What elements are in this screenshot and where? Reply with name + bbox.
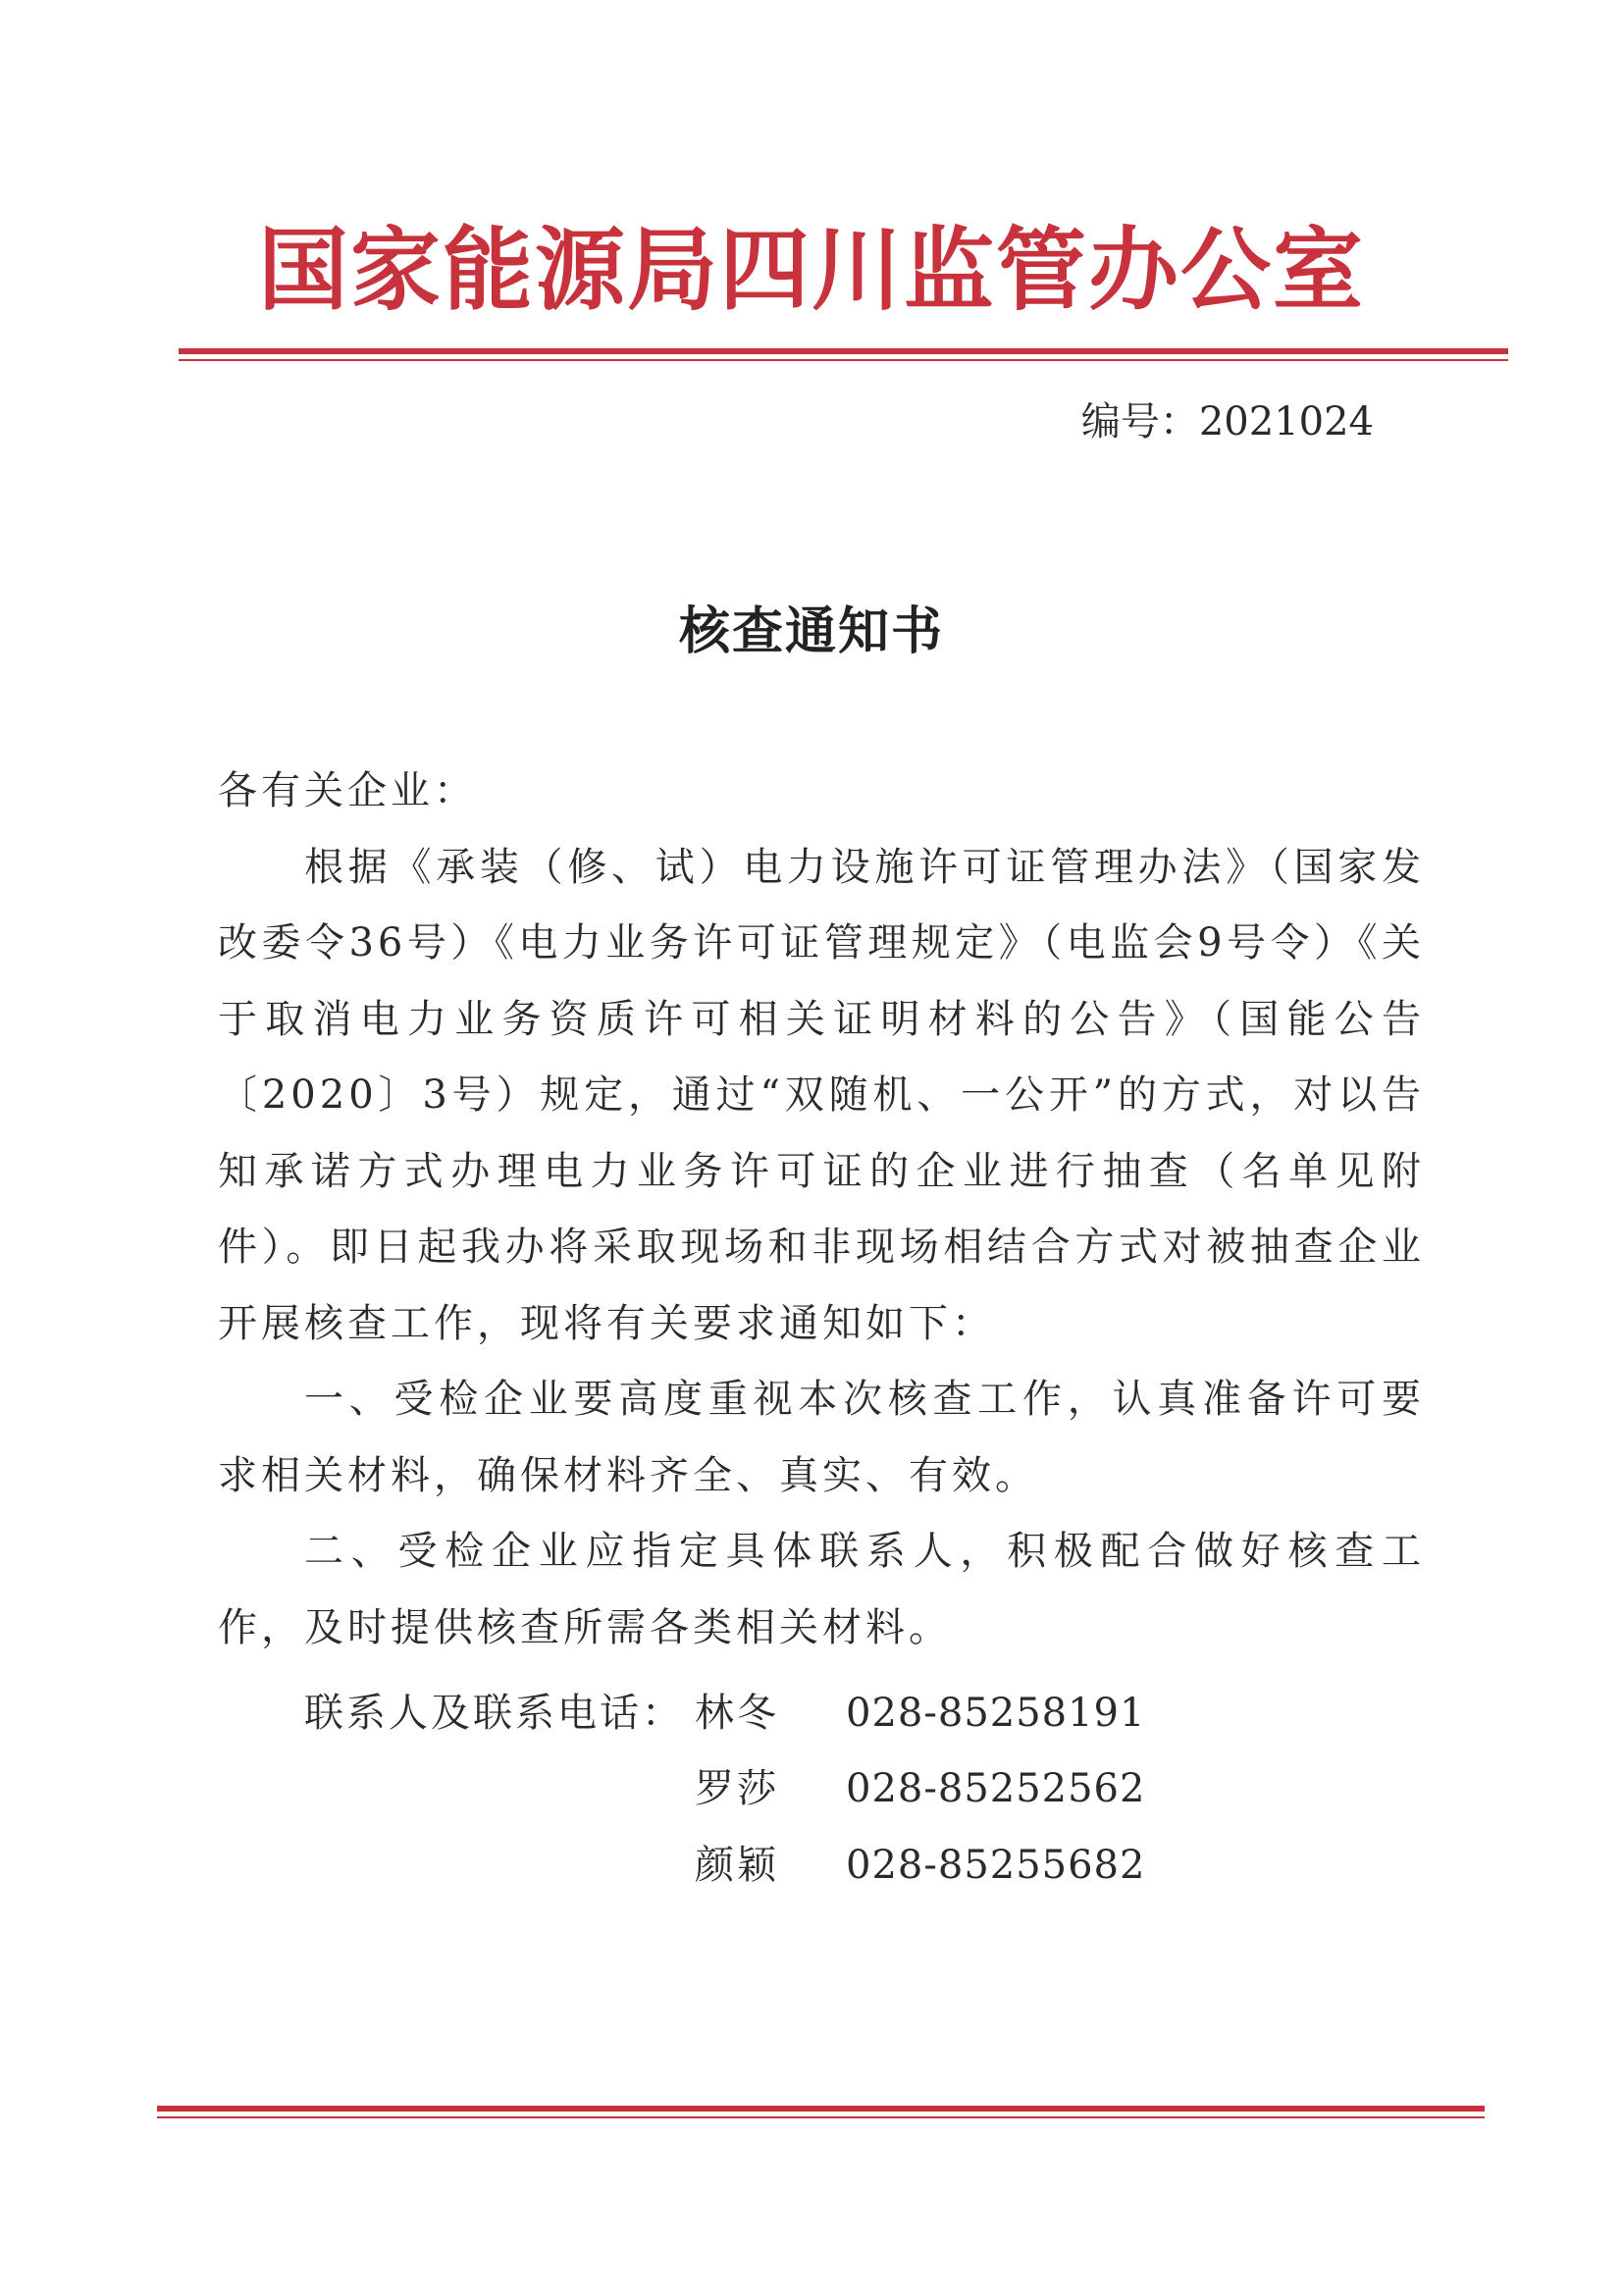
footer-rule-thick [157,2106,1485,2112]
paragraph-requirement-2: 二、受检企业应指定具体联系人，积极配合做好核查工作，及时提供核查所需各类相关材料。 [218,1529,1425,1650]
contact-name: 颜颖 [695,1843,779,1888]
contact-row-1 [0,1689,1623,1738]
contact-name: 林冬 [695,1691,779,1736]
contact-name: 罗莎 [695,1766,779,1811]
letterhead-rule-thin [179,359,1508,361]
contact-phone: 028-85255682 [846,1843,1146,1888]
letterhead-title: 国家能源局四川监管办公室 [257,217,1365,323]
document-title: 核查通知书 [678,601,944,661]
letterhead-rule-thick [179,348,1508,354]
contact-phone: 028-85258191 [846,1691,1146,1736]
document-body [218,754,1425,1666]
paragraph-intro: 根据《承装（修、试）电力设施许可证管理办法》（国家发改委令36号）《电力业务许可证管理规定》（电监会9号令）《关于取消电力业务资质许可相关证明材料的公告》（国能公告〔2020〕3号）规定，通过“双随机、一公开”的方式，对以告知承诺方式办理电力业务许可证的企业进行抽查（名单见附件）。即日起我办将采取现场和非现场相结合方式对被抽查企业开展核查工作，现将有关要求通知如下： [218,844,1425,1346]
document-number: 编号：2021024 [1080,399,1374,444]
contact-phone: 028-85252562 [846,1766,1146,1811]
contact-label: 联系人及联系电话： [304,1691,684,1736]
contact-row-3 [0,1841,1623,1890]
paragraph-requirement-1: 一、受检企业要高度重视本次核查工作，认真准备许可要求相关材料，确保材料齐全、真实、有效。 [218,1377,1425,1498]
footer-rule-thin [157,2116,1485,2118]
salutation: 各有关企业： [218,768,477,813]
contact-row-2 [0,1764,1623,1813]
